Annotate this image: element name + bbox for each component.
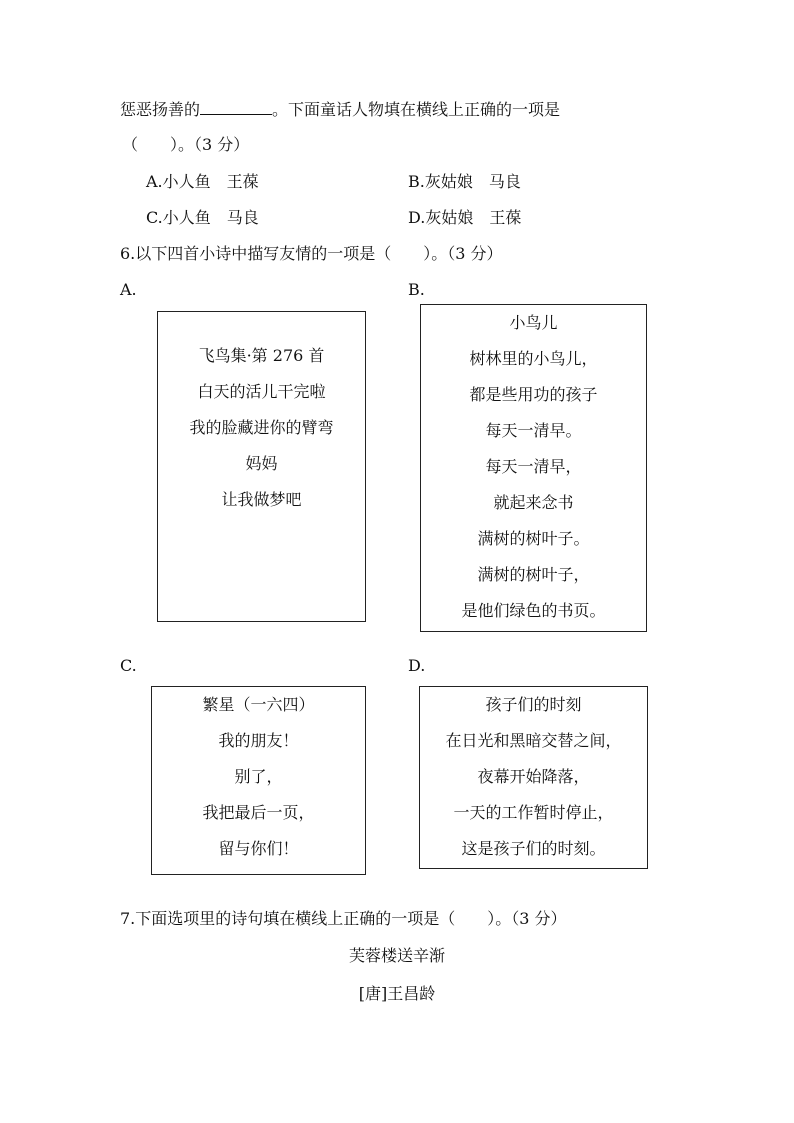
q6-option-d-poem-box [419, 686, 648, 869]
q6-stem: 6.以下四首小诗中描写友情的一项是（ ）。（3 分） [120, 244, 503, 263]
q5-stem [120, 98, 560, 121]
q6-option-a-label[interactable]: A. [120, 280, 137, 299]
poem-d-title: 孩子们的时刻 [485, 695, 582, 714]
q5-stem-before: 惩恶扬善的 [120, 100, 201, 119]
poem-a-line: 我的脸藏进你的臂弯 [189, 418, 334, 437]
poem-b-line: 满树的树叶子。 [477, 529, 590, 548]
poem-b-title: 小鸟儿 [509, 313, 558, 332]
poem-b-line: 满树的树叶子， [477, 565, 590, 584]
q5-option-b[interactable]: B.灰姑娘 马良 [408, 172, 521, 191]
q7-poem-title: 芙蓉楼送辛渐 [348, 946, 445, 965]
q6-option-b-poem-box [420, 304, 647, 632]
poem-b-line: 就起来念书 [493, 493, 574, 512]
poem-c-line: 别了， [234, 767, 283, 786]
poem-c-line: 留与你们！ [218, 839, 299, 858]
poem-b-line: 每天一清早。 [485, 421, 582, 440]
poem-a-line: 让我做梦吧 [221, 490, 302, 509]
q7-stem: 7.下面选项里的诗句填在横线上正确的一项是（ ）。（3 分） [120, 909, 567, 928]
q5-option-c[interactable]: C.小人鱼 马良 [146, 208, 259, 227]
poem-d-line: 一天的工作暂时停止， [453, 803, 614, 822]
q5-option-d[interactable]: D.灰姑娘 王葆 [408, 208, 522, 227]
q6-option-d-label[interactable]: D. [408, 656, 426, 675]
poem-c-line: 我的朋友！ [218, 731, 299, 750]
q6-option-a-poem-box [157, 311, 366, 622]
q5-answer-blank[interactable] [200, 98, 272, 115]
poem-d-line: 在日光和黑暗交替之间， [445, 731, 622, 750]
poem-c-title: 繁星（一六四） [202, 695, 315, 714]
poem-d-line: 这是孩子们的时刻。 [461, 839, 606, 858]
poem-b-line: 每天一清早， [485, 457, 582, 476]
poem-b-line: 树林里的小鸟儿， [469, 349, 598, 368]
poem-a-line: 妈妈 [245, 454, 278, 473]
poem-b-line: 是他们绿色的书页。 [461, 601, 606, 620]
q5-option-a[interactable]: A.小人鱼 王葆 [146, 172, 259, 191]
q6-option-c-label[interactable]: C. [120, 656, 137, 675]
poem-a-title: 飞鸟集·第 276 首 [198, 346, 325, 365]
poem-c-line: 我把最后一页， [202, 803, 315, 822]
q6-option-b-label[interactable]: B. [408, 280, 425, 299]
poem-d-line: 夜幕开始降落， [477, 767, 590, 786]
q5-paren-score: （ ）。（3 分） [122, 135, 250, 154]
q5-stem-after: 。下面童话人物填在横线上正确的一项是 [272, 100, 561, 119]
poem-b-line: 都是些用功的孩子 [469, 385, 598, 404]
poem-a-line: 白天的活儿干完啦 [197, 382, 326, 401]
q7-poem-author: [唐]王昌龄 [358, 984, 436, 1003]
q6-option-c-poem-box [151, 686, 366, 875]
